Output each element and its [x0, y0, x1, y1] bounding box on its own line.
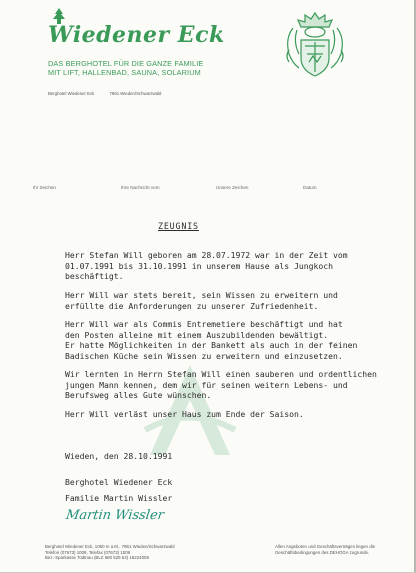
text-line: Berufsweg alles Gute wünschen. — [65, 390, 212, 401]
closing-block — [65, 477, 172, 503]
footer-contact — [45, 544, 175, 561]
text-line: Herr Will war stets bereit, sein Wissen zu erweitern und — [65, 290, 338, 300]
ref-ihre-nachricht: Ihre Nachricht vom — [121, 185, 160, 190]
footer-line: Berghotel Wiedener Eck, 1060 m ü.M., 7861 Wieden/Schwarzwald — [45, 544, 175, 549]
paragraph-farewell — [65, 369, 377, 401]
handwritten-signature: Martin Wissler — [64, 508, 165, 523]
coat-of-arms-icon — [283, 10, 347, 80]
paragraph-employment — [65, 250, 348, 282]
hotel-tagline — [48, 59, 203, 77]
text-line: 01.07.1991 bis 31.10.1991 in unserem Hause als Jungkoch — [65, 260, 334, 271]
text-line: beschäftigt. — [65, 271, 124, 282]
paragraph-performance — [65, 290, 338, 311]
text-line: erfüllte die Anforderungen zu unserer Zufriedenheit. — [65, 300, 319, 311]
text-line: Herr Will war als Commis Entremetiere beschäftigt und hat — [65, 319, 343, 329]
ref-unser-zeichen: Unsere Zeichen — [216, 185, 249, 190]
text-line: Wir lernten in Herrn Stefan Will einen sauberen und ordentlichen — [65, 369, 377, 379]
ref-datum: Datum — [303, 185, 317, 190]
footer-line: Bez.-Sparkasse Todtnau (BLZ 680 529 63) 18224008 — [45, 555, 149, 561]
footer-line: Telefon (07673) 1009, Telefax (07673) 1009 — [45, 549, 131, 555]
ref-ihr-zeichen: Ihr Zeichen — [33, 185, 56, 190]
sender-address-line — [48, 91, 175, 96]
text-line: Herr Will verläst unser Haus zum Ende der Saison. — [65, 409, 304, 419]
tagline-line-1: DAS BERGHOTEL FÜR DIE GANZE FAMILIE — [48, 59, 204, 68]
paragraph-departure — [65, 409, 304, 420]
text-line: Er hatte Möglichkeiten in der Bankett als auch in der feinen — [65, 340, 358, 351]
text-line: den Posten alleine mit einem Auszubildenden bewältigt. — [65, 329, 329, 340]
text-line: Badischen Küche sein Wissen zu erweitern und einzusetzen. — [65, 350, 343, 361]
paragraph-duties — [65, 319, 357, 361]
sender-address: 7861 Wieden/Schwarzwald — [109, 91, 162, 96]
document-title: ZEUGNIS — [158, 221, 199, 231]
tagline-line-2: MIT LIFT, HALLENBAD, SAUNA, SOLARIUM — [48, 68, 201, 77]
text-line: jungen Mann kennen, dem wir für seinen weitern Lebens- und — [65, 379, 348, 390]
closing-family: Familie Martin Wissler — [65, 492, 173, 503]
footer-line: Geschäftsbedingungen des DEHOGA zugrunde. — [275, 549, 370, 555]
text-line: Herr Stefan Will geboren am 28.07.1972 war in der Zeit vom — [65, 250, 348, 260]
sender-name: Berghotel Wiedener Eck — [48, 91, 95, 96]
hotel-brand-name: Wiedener Eck — [48, 22, 225, 48]
closing-hotel: Berghotel Wiedener Eck — [65, 477, 173, 487]
footer-terms — [275, 544, 375, 555]
place-date: Wieden, den 28.10.1991 — [65, 451, 173, 461]
footer-line: Allen Angeboten und Geschäftsverträgen liegen die — [275, 544, 376, 549]
